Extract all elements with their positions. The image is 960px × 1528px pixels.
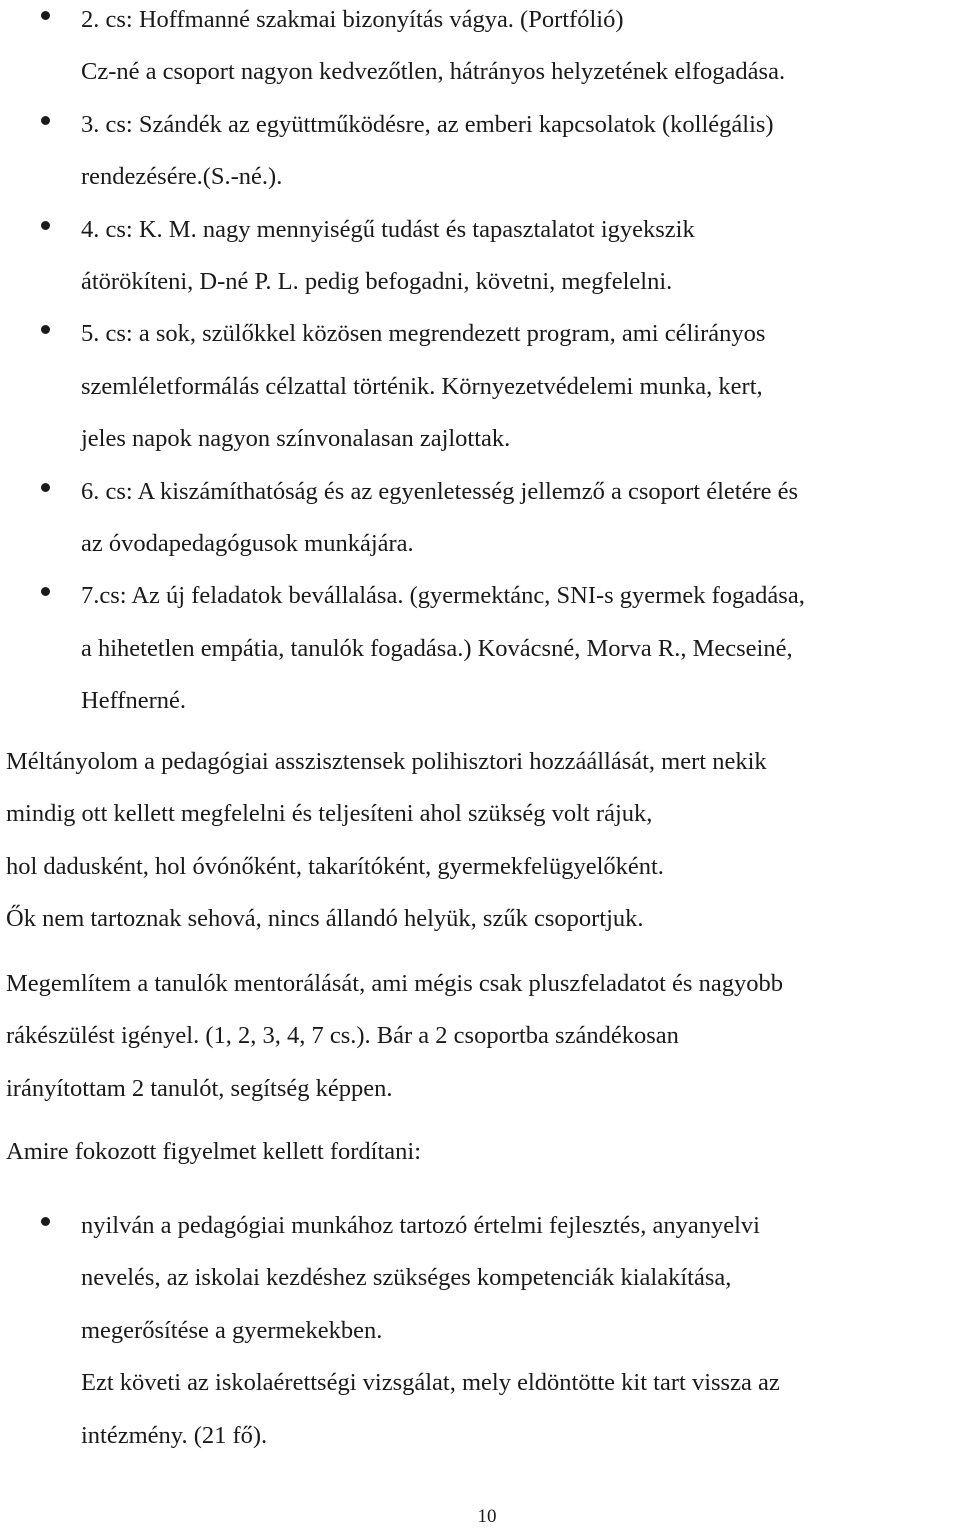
list-item xyxy=(0,99,960,204)
list-item-line: Ezt követi az iskolaérettségi vizsgálat, mely eldöntötte kit tart vissza az xyxy=(81,1369,780,1397)
list-item-line: nevelés, az iskolai kezdéshez szükséges kompetenciák kialakítása, xyxy=(81,1264,732,1292)
page-number: 10 xyxy=(477,1506,497,1527)
attention-heading-paragraph xyxy=(6,1126,956,1178)
list-item-line: megerősítése a gyermekekben. xyxy=(81,1316,383,1344)
bullet-icon xyxy=(41,587,50,596)
bullet-icon xyxy=(41,221,50,230)
list-item-line: 4. cs: K. M. nagy mennyiségű tudást és tapasztalatot igyekszik xyxy=(81,215,695,243)
list-item-line: rendezésére.(S.-né.). xyxy=(81,163,283,191)
bullet-icon xyxy=(41,11,50,20)
assistants-paragraph xyxy=(6,736,956,946)
paragraph-line: Méltányolom a pedagógiai asszisztensek polihisztori hozzáállását, mert nekik xyxy=(6,748,767,775)
list-item xyxy=(0,308,960,465)
attention-list xyxy=(0,1200,960,1462)
list-item-line: a hihetetlen empátia, tanulók fogadása.) Kovácsné, Morva R., Mecseiné, xyxy=(81,634,793,662)
list-item-line: 6. cs: A kiszámíthatóság és az egyenletesség jellemző a csoport életére és xyxy=(81,477,799,505)
list-item-line: nyilván a pedagógiai munkához tartozó értelmi fejlesztés, anyanyelvi xyxy=(81,1212,760,1239)
group-achievements-list xyxy=(0,0,960,728)
list-item-line: 3. cs: Szándék az együttműködésre, az emberi kapcsolatok (kollégális) xyxy=(81,110,774,138)
list-item-line: az óvodapedagógusok munkájára. xyxy=(81,530,414,558)
list-item xyxy=(0,570,960,727)
mentoring-paragraph xyxy=(6,958,956,1115)
paragraph-line: rákészülést igényel. (1, 2, 3, 4, 7 cs.). Bár a 2 csoportba szándékosan xyxy=(6,1022,679,1050)
paragraph-line: hol dadusként, hol óvónőként, takarítóként, gyermekfelügyelőként. xyxy=(6,852,664,880)
paragraph-line: mindig ott kellett megfelelni és teljesíteni ahol szükség volt rájuk, xyxy=(6,800,653,828)
paragraph-line: irányítottam 2 tanulót, segítség képpen. xyxy=(6,1074,393,1102)
list-item-line: jeles napok nagyon színvonalasan zajlottak. xyxy=(81,425,511,453)
list-item-line: szemléletformálás célzattal történik. Környezetvédelemi munka, kert, xyxy=(81,372,763,400)
list-item xyxy=(0,466,960,571)
list-item-line: Cz-né a csoport nagyon kedvezőtlen, hátrányos helyzetének elfogadása. xyxy=(81,58,786,86)
bullet-icon xyxy=(41,116,50,125)
paragraph-line: Ők nem tartoznak sehová, nincs állandó helyük, szűk csoportjuk. xyxy=(6,905,644,933)
paragraph-line: Megemlítem a tanulók mentorálását, ami mégis csak pluszfeladatot és nagyobb xyxy=(6,970,783,997)
list-item xyxy=(0,0,960,99)
list-item-line: 5. cs: a sok, szülőkkel közösen megrendezett program, ami célirányos xyxy=(81,320,766,348)
list-item-line: 2. cs: Hoffmanné szakmai bizonyítás vágya. (Portfólió) xyxy=(81,6,624,33)
list-item-line: átörökíteni, D-né P. L. pedig befogadni, követni, megfelelni. xyxy=(81,268,673,296)
bullet-icon xyxy=(41,325,50,334)
list-item-line: 7.cs: Az új feladatok bevállalása. (gyermektánc, SNI-s gyermek fogadása, xyxy=(81,582,805,610)
list-item-line: intézmény. (21 fő). xyxy=(81,1421,268,1449)
paragraph-line: Amire fokozott figyelmet kellett fordítani: xyxy=(6,1138,422,1165)
list-item-line: Heffnerné. xyxy=(81,687,186,715)
bullet-icon xyxy=(41,483,50,492)
list-item xyxy=(0,204,960,309)
list-item xyxy=(0,1200,960,1462)
bullet-icon xyxy=(41,1217,50,1226)
